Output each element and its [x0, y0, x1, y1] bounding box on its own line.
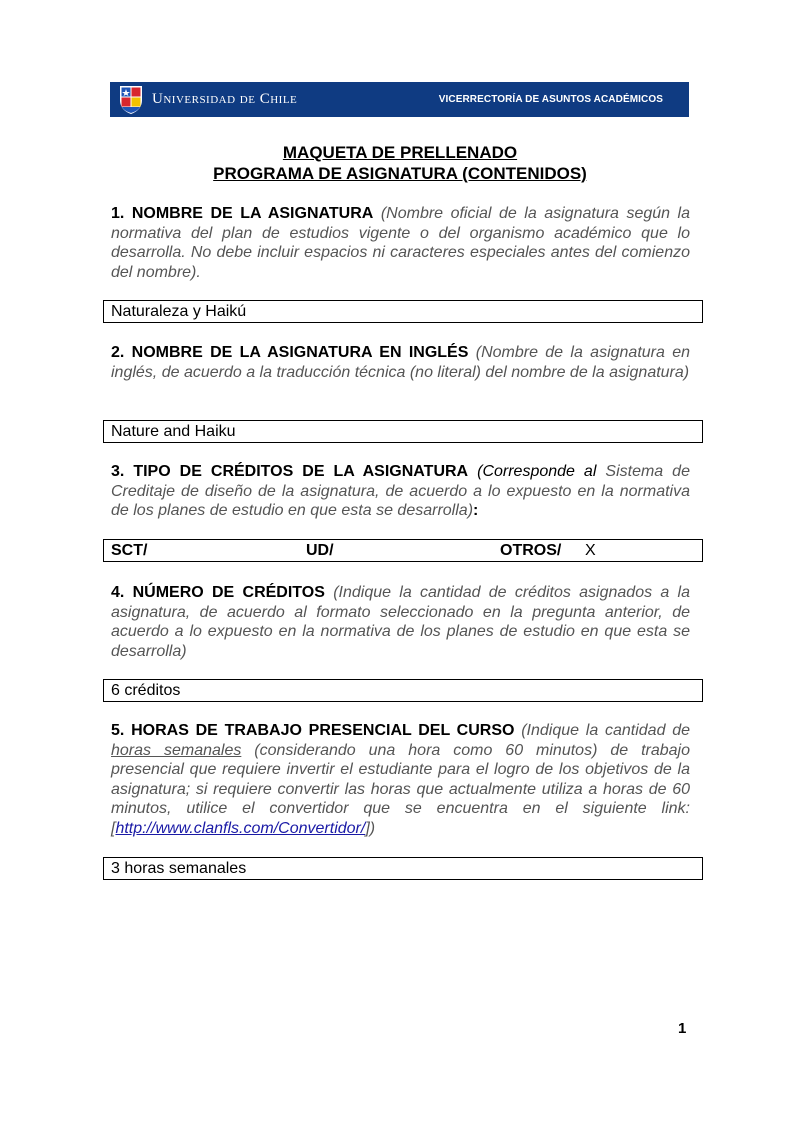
course-name-field[interactable]: Naturaleza y Haikú — [103, 300, 703, 323]
section-2 — [111, 343, 690, 382]
section-1 — [111, 204, 690, 282]
section-5-instructions-c: ]) — [365, 819, 376, 837]
converter-link[interactable]: http://www.clanfls.com/Convertidor/ — [115, 819, 366, 837]
english-name-field[interactable]: Nature and Haiku — [103, 420, 703, 443]
section-2-heading: 2. NOMBRE DE LA ASIGNATURA EN INGLÉS — [111, 344, 469, 361]
section-5 — [111, 721, 690, 838]
document-title: MAQUETA DE PRELLENADO — [282, 143, 518, 162]
section-3-instructions-b: Sistema de Creditaje de diseño de la asignatura, de acuerdo a lo expuesto en la normativa de los planes de estudio en que esta se desarrolla) — [111, 463, 690, 519]
vicerrectoria-label: VICERRECTORÍA DE ASUNTOS ACADÉMICOS — [438, 94, 663, 105]
university-name: Universidad de Chile — [152, 91, 298, 107]
section-3-heading: 3. TIPO DE CRÉDITOS DE LA ASIGNATURA — [111, 463, 469, 480]
university-logo — [110, 82, 297, 117]
section-1-heading: 1. NOMBRE DE LA ASIGNATURA — [111, 205, 374, 222]
credit-type-selected-mark: X — [585, 542, 596, 559]
section-4 — [111, 583, 690, 661]
section-5-instructions-b: (considerando una hora como 60 minutos) de trabajo presencial que requiere invertir el estudiante para el logro de los objetivos de la asignatura; si requiere convertir las horas que actualmente utiliza a horas de 60 minutos, utilice el convertidor que se encuentra en el siguiente link: [ — [111, 741, 690, 837]
credits-number-field[interactable]: 6 créditos — [103, 679, 703, 702]
document-subtitle: PROGRAMA DE ASIGNATURA (CONTENIDOS) — [213, 164, 587, 183]
section-1-instructions: (Nombre oficial de la asignatura según la normativa del plan de estudios vigente o del organismo académico que lo desarrolla. No debe incluir espacios ni caracteres especiales antes del comienzo del nombre). — [111, 205, 691, 281]
section-4-heading: 4. NÚMERO DE CRÉDITOS — [111, 584, 325, 601]
section-3 — [111, 462, 690, 521]
section-3-instructions-a: (Corresponde al — [477, 463, 597, 480]
section-2-instructions: (Nombre de la asignatura en inglés, de acuerdo a la traducción técnica (no literal) del nombre de la asignatura) — [111, 344, 691, 381]
weekly-hours-field[interactable]: 3 horas semanales — [103, 857, 703, 880]
section-5-heading: 5. HORAS DE TRABAJO PRESENCIAL DEL CURSO — [111, 722, 515, 739]
section-4-instructions: (Indique la cantidad de créditos asignados a la asignatura, de acuerdo al formato seleccionado en la pregunta anterior, de acuerdo a lo expuesto en la normativa de los planes de estudio en que esta se desarrolla) — [111, 584, 691, 660]
header-banner — [110, 82, 689, 117]
credit-type-ud[interactable]: UD/ — [306, 542, 334, 559]
university-crest-icon — [118, 84, 144, 115]
credit-type-sct[interactable]: SCT/ — [111, 542, 148, 559]
credit-type-otros[interactable]: OTROS/ — [500, 542, 562, 559]
credit-type-field — [103, 539, 703, 562]
section-5-instructions-a: (Indique la cantidad de — [521, 722, 691, 739]
section-3-colon: : — [473, 502, 479, 519]
page-number: 1 — [678, 1020, 687, 1037]
section-5-weekly-hours-emphasis: horas semanales — [111, 741, 242, 759]
